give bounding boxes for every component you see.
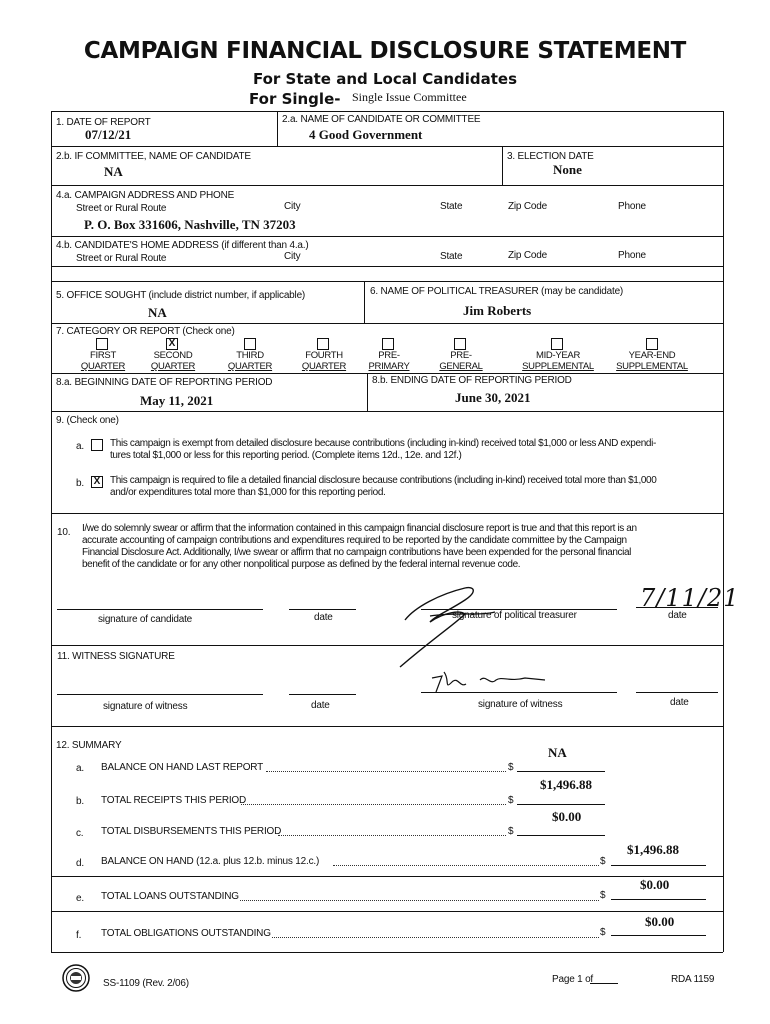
- summary-b-letter: b.: [76, 796, 84, 807]
- city-label: City: [284, 201, 301, 212]
- category-label: 7. CATEGORY OR REPORT (Check one): [56, 326, 235, 337]
- summary-label: 12. SUMMARY: [56, 740, 122, 751]
- summary-b-label: TOTAL RECEIPTS THIS PERIOD: [101, 795, 247, 806]
- summary-a-letter: a.: [76, 763, 84, 774]
- pre-primary-label: PRE- PRIMARY: [368, 350, 410, 372]
- candidate-signature-caption: signature of candidate: [98, 614, 193, 625]
- summary-f-letter: f.: [76, 930, 82, 941]
- third-quarter-checkbox[interactable]: [244, 338, 256, 350]
- state-label: State: [440, 201, 463, 212]
- pre-primary-checkbox[interactable]: [382, 338, 394, 350]
- treasurer-label: 6. NAME OF POLITICAL TREASURER (may be candidate): [370, 286, 624, 297]
- witness1-signature-caption: signature of witness: [103, 701, 188, 712]
- total-receipts-value: $1,496.88: [540, 777, 592, 792]
- oath-line-3: Financial Disclosure Act. Additionally, I/we swear or affirm that no campaign contributions have been expended for the personal financial: [82, 547, 632, 558]
- rda-number: RDA 1159: [671, 974, 715, 985]
- form-subtitle: For State and Local Candidates: [252, 70, 518, 88]
- summary-d-letter: d.: [76, 858, 84, 869]
- home-city-label: City: [284, 251, 301, 262]
- treasurer-value: Jim Roberts: [463, 303, 532, 318]
- home-zip-label: Zip Code: [508, 250, 547, 261]
- begin-date-value: May 11, 2021: [140, 393, 214, 408]
- total-obligations-value: $0.00: [645, 914, 675, 929]
- detailed-disclosure-checkbox[interactable]: X: [91, 476, 103, 488]
- office-sought-label: 5. OFFICE SOUGHT (include district number, if applicable): [56, 290, 306, 301]
- oath-number: 10.: [57, 527, 71, 538]
- witness2-signature-caption: signature of witness: [478, 699, 563, 710]
- first-quarter-checkbox[interactable]: [96, 338, 108, 350]
- first-quarter-label: FIRST QUARTER: [80, 350, 126, 372]
- third-quarter-label: THIRD QUARTER: [227, 350, 273, 372]
- candidate-date-caption: date: [314, 612, 333, 623]
- pre-general-checkbox[interactable]: [454, 338, 466, 350]
- oath-line-1: I/we do solemnly swear or affirm that the information contained in this campaign financial disclosure report is true and that this report is an: [82, 523, 637, 534]
- for-single-label: For Single-: [249, 90, 341, 108]
- state-seal-icon: [62, 964, 90, 992]
- election-date-label: 3. ELECTION DATE: [507, 151, 594, 162]
- exempt-checkbox[interactable]: [91, 439, 103, 451]
- summary-a-dollar: $: [508, 762, 514, 773]
- total-disbursements-value: $0.00: [552, 809, 582, 824]
- treasurer-signature: [395, 582, 505, 672]
- pre-general-label: PRE- GENERAL: [439, 350, 483, 372]
- end-date-value: June 30, 2021: [455, 390, 531, 405]
- option-b-prefix: b.: [76, 478, 84, 489]
- fourth-quarter-checkbox[interactable]: [317, 338, 329, 350]
- fourth-quarter-label: FOURTH QUARTER: [301, 350, 347, 372]
- summary-e-label: TOTAL LOANS OUTSTANDING: [101, 891, 239, 902]
- street-label: Street or Rural Route: [76, 203, 167, 214]
- witness-signature: [430, 664, 550, 698]
- home-address-label: 4.b. CANDIDATE'S HOME ADDRESS (if different than 4.a.): [56, 240, 309, 251]
- option-a-prefix: a.: [76, 441, 84, 452]
- mid-year-checkbox[interactable]: [551, 338, 563, 350]
- form-number: SS-1109 (Rev. 2/06): [103, 978, 189, 989]
- summary-e-dollar: $: [600, 890, 606, 901]
- summary-d-label: BALANCE ON HAND (12.a. plus 12.b. minus 12.c.): [101, 856, 320, 867]
- election-date-value: None: [553, 162, 582, 177]
- mid-year-label: MID-YEAR SUPPLEMENTAL: [522, 350, 594, 372]
- date-of-report-label: 1. DATE OF REPORT: [56, 117, 151, 128]
- option-a-line2: tures total $1,000 or less for this reporting period. (Complete items 12d., 12e. and 12f.): [110, 450, 462, 461]
- end-date-label: 8.b. ENDING DATE OF REPORTING PERIOD: [372, 375, 572, 386]
- zip-label: Zip Code: [508, 201, 547, 212]
- home-state-label: State: [440, 251, 463, 262]
- second-quarter-checkbox[interactable]: X: [166, 338, 178, 350]
- total-loans-value: $0.00: [640, 877, 670, 892]
- oath-line-2: accurate accounting of campaign contributions and expenditures required to be reported by the candidate committee by the Campaign: [82, 535, 627, 546]
- witness1-date-caption: date: [311, 700, 330, 711]
- check-one-label: 9. (Check one): [56, 415, 119, 426]
- home-phone-label: Phone: [618, 250, 646, 261]
- summary-f-label: TOTAL OBLIGATIONS OUTSTANDING: [101, 928, 271, 939]
- summary-a-label: BALANCE ON HAND LAST REPORT: [101, 762, 264, 773]
- balance-on-hand-value: $1,496.88: [627, 842, 679, 857]
- office-sought-value: NA: [148, 305, 167, 320]
- form-title: CAMPAIGN FINANCIAL DISCLOSURE STATEMENT: [83, 38, 687, 64]
- candidate-name-label: 2.b. IF COMMITTEE, NAME OF CANDIDATE: [56, 151, 251, 162]
- option-b-line1: This campaign is required to file a detailed financial disclosure because contributions (including in-kind) received total more than $1,000: [110, 475, 657, 486]
- date-of-report-value: 07/12/21: [85, 127, 132, 142]
- campaign-address-label: 4.a. CAMPAIGN ADDRESS AND PHONE: [56, 190, 235, 201]
- summary-c-letter: c.: [76, 828, 84, 839]
- summary-c-dollar: $: [508, 826, 514, 837]
- balance-last-report-value: NA: [548, 745, 567, 760]
- treasurer-date-caption: date: [668, 610, 687, 621]
- option-a-line1: This campaign is exempt from detailed disclosure because contributions (including in-kind) received total $1,000 or less AND expendi-: [110, 438, 656, 449]
- summary-e-letter: e.: [76, 893, 84, 904]
- summary-b-dollar: $: [508, 795, 514, 806]
- candidate-name-value: NA: [104, 164, 123, 179]
- summary-d-dollar: $: [600, 856, 606, 867]
- committee-name-value: 4 Good Government: [309, 127, 423, 142]
- summary-c-label: TOTAL DISBURSEMENTS THIS PERIOD: [101, 826, 282, 837]
- handwritten-date: 7/11/21: [640, 584, 740, 612]
- summary-f-dollar: $: [600, 927, 606, 938]
- treasurer-signature-caption: signature of political treasurer: [452, 610, 577, 621]
- committee-name-label: 2.a. NAME OF CANDIDATE OR COMMITTEE: [282, 114, 481, 125]
- witness-label: 11. WITNESS SIGNATURE: [57, 651, 175, 662]
- second-quarter-label: SECOND QUARTER: [150, 350, 196, 372]
- oath-line-4: benefit of the candidate or for any other nonpolitical purpose as defined by the federal internal revenue code.: [82, 559, 521, 570]
- year-end-label: YEAR-END SUPPLEMENTAL: [616, 350, 688, 372]
- begin-date-label: 8.a. BEGINNING DATE OF REPORTING PERIOD: [56, 377, 273, 388]
- witness2-date-caption: date: [670, 697, 689, 708]
- page-label: Page 1 of: [552, 974, 594, 985]
- home-street-label: Street or Rural Route: [76, 253, 167, 264]
- for-single-fill: Single Issue Committee: [352, 90, 467, 104]
- option-b-line2: and/or expenditures total more than $1,000 for this reporting period.: [110, 487, 386, 498]
- campaign-address-value: P. O. Box 331606, Nashville, TN 37203: [84, 217, 296, 232]
- year-end-checkbox[interactable]: [646, 338, 658, 350]
- phone-label: Phone: [618, 201, 646, 212]
